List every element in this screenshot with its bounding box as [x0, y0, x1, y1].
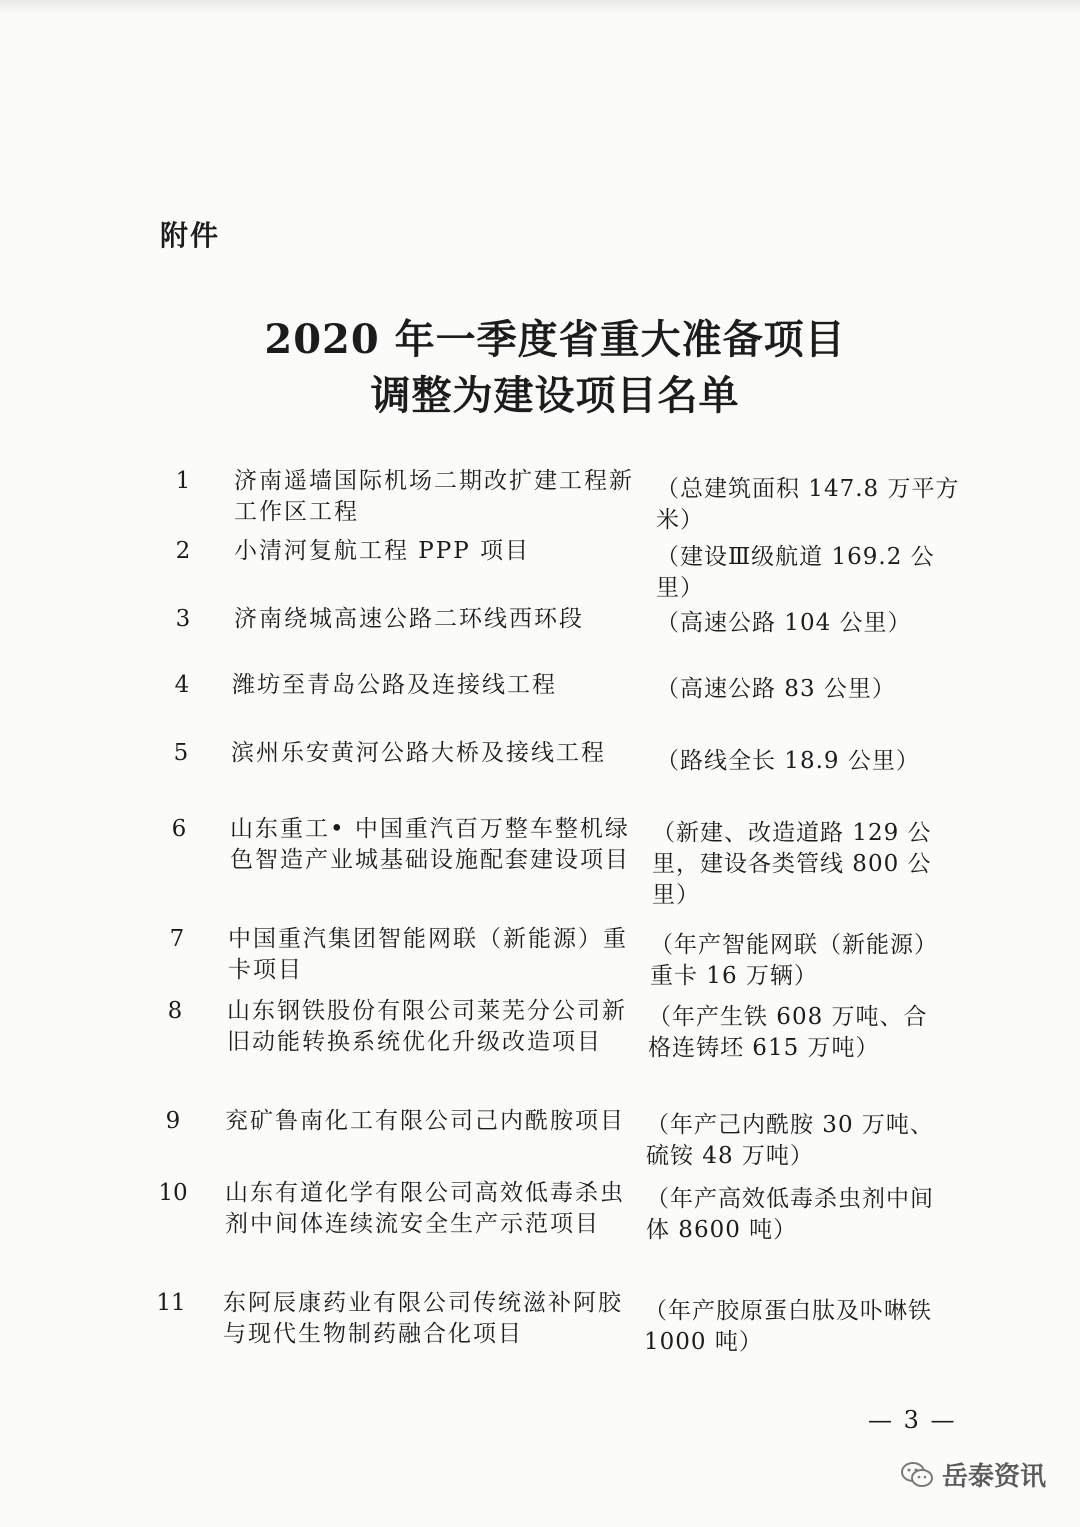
- item-description: （路线全长 18.9 公里）: [656, 748, 920, 774]
- item-description: （年产己内酰胺 30 万吨、硫铵 48 万吨）: [646, 1112, 934, 1169]
- item-description: （高速公路 104 公里）: [656, 610, 912, 636]
- document-title: [0, 312, 1080, 424]
- item-number: 8: [167, 998, 183, 1024]
- attachment-label: 附件: [160, 219, 221, 252]
- item-number: 9: [165, 1108, 181, 1134]
- item-name: 滨州乐安黄河公路大桥及接线工程: [231, 740, 606, 766]
- item-description: （新建、改造道路 129 公里，建设各类管线 800 公里）: [652, 820, 932, 908]
- item-description: （高速公路 83 公里）: [656, 676, 896, 702]
- item-number: 5: [173, 740, 189, 766]
- item-number: 6: [171, 816, 187, 842]
- wechat-icon: [900, 1461, 934, 1489]
- item-number: 2: [175, 538, 191, 564]
- item-number: 11: [156, 1290, 186, 1316]
- item-name: 中国重汽集团智能网联（新能源）重卡项目: [228, 926, 628, 983]
- item-number: 3: [175, 606, 191, 632]
- watermark-text: 岳泰资讯: [942, 1462, 1047, 1492]
- item-name: 潍坊至青岛公路及连接线工程: [232, 672, 557, 698]
- item-name: 济南遥墙国际机场二期改扩建工程新工作区工程: [234, 468, 634, 525]
- item-number: 10: [158, 1180, 188, 1206]
- scan-edge: [0, 0, 1080, 14]
- item-description: （总建筑面积 147.8 万平方米）: [656, 476, 960, 533]
- item-number: 4: [174, 672, 190, 698]
- item-name: 济南绕城高速公路二环线西环段: [234, 606, 584, 632]
- title-line-1: 2020 年一季度省重大准备项目: [264, 316, 846, 363]
- page-number: — 3 —: [868, 1406, 957, 1434]
- watermark: [900, 1456, 1046, 1493]
- item-name: 山东有道化学有限公司高效低毒杀虫剂中间体连续流安全生产示范项目: [225, 1180, 625, 1237]
- item-description: （年产胶原蛋白肽及卟啉铁 1000 吨）: [644, 1298, 932, 1355]
- title-line-2: 调整为建设项目名单: [370, 372, 740, 419]
- item-description: （建设Ⅲ级航道 169.2 公里）: [656, 544, 935, 601]
- item-name: 山东钢铁股份有限公司莱芜分公司新旧动能转换系统优化升级改造项目: [227, 998, 627, 1055]
- item-name: 山东重工• 中国重汽百万整车整机绿色智造产业城基础设施配套建设项目: [230, 816, 630, 873]
- item-name: 东阿辰康药业有限公司传统滋补阿胶与现代生物制药融合化项目: [223, 1290, 623, 1347]
- item-number: 7: [169, 926, 185, 952]
- item-description: （年产智能网联（新能源）重卡 16 万辆）: [650, 932, 938, 989]
- item-description: （年产生铁 608 万吨、合格连铸坯 615 万吨）: [648, 1004, 928, 1061]
- item-name: 兖矿鲁南化工有限公司己内酰胺项目: [225, 1108, 625, 1134]
- item-name: 小清河复航工程 PPP 项目: [234, 538, 531, 564]
- item-description: （年产高效低毒杀虫剂中间体 8600 吨）: [646, 1186, 934, 1243]
- item-number: 1: [175, 468, 191, 494]
